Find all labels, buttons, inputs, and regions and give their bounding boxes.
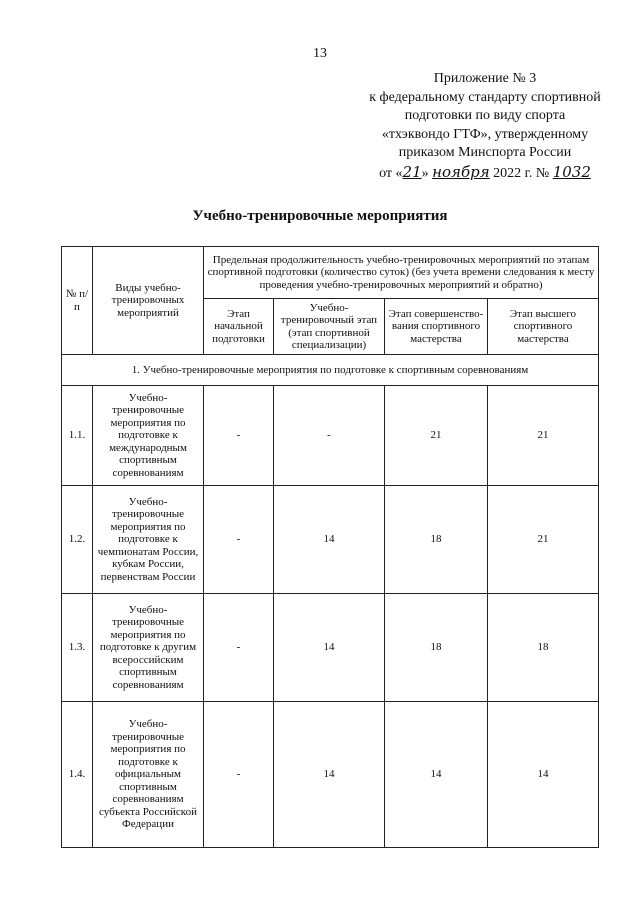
page-number: 13 — [313, 46, 327, 61]
appendix-line-4: «тхэквондо ГТФ», утвержденному — [381, 126, 589, 142]
row-value-stage-4: 18 — [488, 594, 599, 702]
appendix-block — [340, 70, 630, 183]
row-value-stage-3: 14 — [385, 702, 488, 848]
header-stage-1: Этап начальной подготовки — [204, 299, 274, 355]
order-date-line — [340, 163, 630, 184]
date-year: 2022 г. № — [489, 165, 553, 181]
row-name: Учебно-тренировочные мероприятия по подготовке к официальным спортивным соревнованиям субъекта Российской Федерации — [93, 702, 204, 848]
row-name: Учебно-тренировочные мероприятия по подготовке к международным спортивным соревнованиям — [93, 386, 204, 486]
header-stage-2: Учебно-тренировочный этап (этап спортивной специализации) — [274, 299, 385, 355]
row-name: Учебно-тренировочные мероприятия по подготовке к другим всероссийским спортивным соревнованиям — [93, 594, 204, 702]
header-row-1 — [62, 247, 599, 299]
appendix-line-5: приказом Минспорта России — [398, 145, 572, 160]
appendix-line-2: к федеральному стандарту спортивной — [369, 89, 601, 105]
row-num: 1.4. — [62, 702, 93, 848]
row-value-stage-4: 21 — [488, 386, 599, 486]
row-value-stage-3: 18 — [385, 594, 488, 702]
row-value-stage-1: - — [204, 386, 274, 486]
table-row — [62, 594, 599, 702]
appendix-line-3: подготовки по виду спорта — [404, 108, 566, 123]
row-value-stage-1: - — [204, 702, 274, 848]
header-stage-4: Этап высшего спортивного мастерства — [488, 299, 599, 355]
table-row — [62, 702, 599, 848]
document-title: Учебно-тренировочные мероприятия — [192, 208, 448, 224]
training-events-table — [61, 246, 599, 848]
row-value-stage-2: 14 — [274, 594, 385, 702]
row-value-stage-3: 21 — [385, 386, 488, 486]
row-num: 1.2. — [62, 486, 93, 594]
row-num: 1.3. — [62, 594, 93, 702]
row-value-stage-1: - — [204, 594, 274, 702]
appendix-line-1: Приложение № 3 — [433, 71, 537, 86]
header-kind: Виды учебно-тренировочных мероприятий — [93, 247, 204, 355]
order-number: 1032 — [552, 162, 591, 181]
row-value-stage-2: - — [274, 386, 385, 486]
row-name: Учебно-тренировочные мероприятия по подготовке к чемпионатам России, кубкам России, первенствам России — [93, 486, 204, 594]
row-num: 1.1. — [62, 386, 93, 486]
date-prefix: от « — [379, 165, 403, 181]
date-day: 21 — [402, 162, 422, 181]
header-duration: Предельная продолжительность учебно-тренировочных мероприятий по этапам спортивной подготовки (количество суток) (без учета времени следования к месту проведения учебно-тренировочных мероприятий и обратно) — [204, 247, 599, 299]
header-num: № п/п — [62, 247, 93, 355]
row-value-stage-4: 21 — [488, 486, 599, 594]
row-value-stage-2: 14 — [274, 702, 385, 848]
row-value-stage-3: 18 — [385, 486, 488, 594]
row-value-stage-2: 14 — [274, 486, 385, 594]
section-row — [62, 355, 599, 386]
date-mid: » — [421, 165, 433, 181]
row-value-stage-1: - — [204, 486, 274, 594]
date-month: ноября — [432, 162, 490, 181]
header-stage-3: Этап совершенство-вания спортивного мастерства — [385, 299, 488, 355]
row-value-stage-4: 14 — [488, 702, 599, 848]
section-title: 1. Учебно-тренировочные мероприятия по подготовке к спортивным соревнованиям — [62, 355, 599, 386]
table-row — [62, 486, 599, 594]
table-row — [62, 386, 599, 486]
